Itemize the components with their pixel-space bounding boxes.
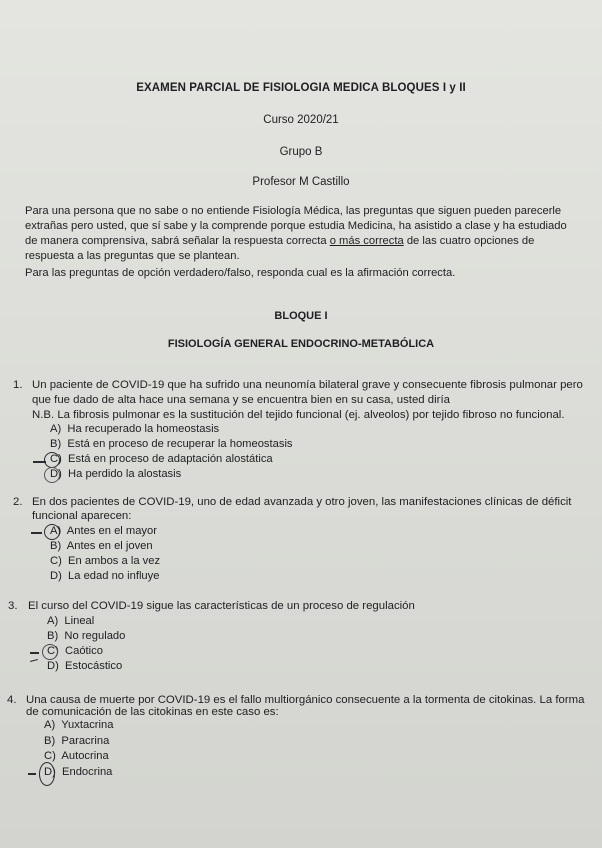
question-text: de comunicación de las citokinas en este caso es: — [26, 706, 279, 718]
option-letter: D) — [50, 468, 62, 480]
option-text: Endocrina — [62, 766, 113, 778]
answer-mark-dash — [30, 652, 39, 654]
option-text: Está en proceso de adaptación alostática — [68, 453, 273, 465]
answer-option[interactable] — [44, 735, 109, 747]
option-letter: D) — [50, 570, 62, 582]
answer-option[interactable] — [50, 540, 153, 552]
intro-line-3-start: de manera comprensiva, sabrá señalar la respuesta correcta — [25, 235, 327, 247]
answer-option[interactable] — [50, 468, 181, 480]
answer-mark-circle — [44, 467, 60, 483]
answer-option[interactable] — [44, 750, 109, 762]
intro-line-5: Para las preguntas de opción verdadero/falso, responda cual es la afirmación correcta. — [25, 267, 456, 279]
answer-option-selected[interactable] — [50, 525, 157, 537]
exam-title: EXAMEN PARCIAL DE FISIOLOGIA MEDICA BLOQUES I y II — [136, 82, 466, 94]
option-text: Estocástico — [65, 660, 123, 672]
answer-option[interactable] — [50, 423, 219, 435]
answer-mark-tick — [30, 659, 38, 662]
option-letter: A) — [50, 423, 62, 435]
question-text: que fue dado de alta hace una semana y se encuentra bien en su casa, usted diría — [32, 394, 450, 406]
block-heading: BLOQUE I — [274, 310, 328, 322]
question-number: 2. — [13, 496, 23, 508]
option-text: Autocrina — [61, 750, 109, 762]
question-text: El curso del COVID-19 sigue las características de un proceso de regulación — [28, 600, 415, 612]
block-subheading: FISIOLOGÍA GENERAL ENDOCRINO-METABÓLICA — [167, 338, 435, 350]
intro-line-4: respuesta a las preguntas que se plantean. — [25, 250, 240, 262]
question-note: N.B. La fibrosis pulmonar es la sustitución del tejido funcional (ej. alveolos) por tejido fibroso no funcional. — [32, 409, 565, 421]
answer-option[interactable] — [47, 630, 125, 642]
answer-mark-circle — [44, 452, 60, 468]
option-letter: B) — [50, 438, 62, 450]
option-letter: C) — [50, 555, 62, 567]
answer-mark-dash — [31, 532, 42, 534]
option-text: La edad no influye — [68, 570, 160, 582]
option-text: En ambos a la vez — [68, 555, 161, 567]
option-text: Antes en el mayor — [66, 525, 157, 537]
answer-option[interactable] — [50, 438, 293, 450]
option-letter: A) — [50, 525, 62, 537]
option-letter: C) — [44, 750, 56, 762]
option-letter: A) — [44, 719, 56, 731]
professor-name: Profesor M Castillo — [252, 176, 350, 188]
group-label: Grupo B — [279, 146, 323, 158]
answer-option[interactable] — [47, 615, 94, 627]
answer-mark-circle — [39, 762, 55, 786]
option-letter: B) — [47, 630, 59, 642]
answer-option[interactable] — [47, 660, 122, 672]
option-text: Ha recuperado la homeostasis — [67, 423, 220, 435]
intro-line-3 — [25, 234, 534, 249]
option-text: Paracrina — [61, 735, 110, 747]
answer-mark-dash — [28, 773, 36, 775]
option-text: Lineal — [64, 615, 95, 627]
course-year: Curso 2020/21 — [263, 114, 339, 126]
answer-option[interactable] — [50, 555, 160, 567]
option-letter: B) — [50, 540, 62, 552]
option-letter: C) — [50, 453, 62, 465]
option-text: Ha perdido la alostasis — [68, 468, 182, 480]
question-text: Una causa de muerte por COVID-19 es el fallo multiorgánico consecuente a la tormenta de citokinas. La forma — [26, 694, 585, 706]
question-text: funcional aparecen: — [32, 510, 132, 522]
question-number: 1. — [13, 379, 23, 391]
question-number: 3. — [8, 600, 18, 612]
option-text: Antes en el joven — [66, 540, 153, 552]
intro-line-2: extrañas pero usted, que sí sabe y la comprende porque estudia Medicina, ha asistido a clase y ha estudiado — [25, 220, 567, 232]
option-text: No regulado — [64, 630, 126, 642]
intro-line-1: Para una persona que no sabe o no entiende Fisiología Médica, las preguntas que siguen pueden parecerle — [25, 205, 562, 217]
answer-mark-circle — [42, 644, 58, 660]
option-letter: D) — [47, 660, 59, 672]
answer-option-selected[interactable] — [50, 453, 273, 465]
answer-mark-circle — [44, 524, 60, 540]
answer-option[interactable] — [44, 719, 113, 731]
option-letter: C) — [47, 645, 59, 657]
option-text: Yuxtacrina — [61, 719, 114, 731]
option-letter: B) — [44, 735, 56, 747]
question-number: 4. — [7, 694, 17, 706]
intro-emphasis: o más correcta — [329, 235, 404, 247]
question-text: En dos pacientes de COVID-19, uno de edad avanzada y otro joven, las manifestaciones clínicas de déficit — [32, 496, 572, 508]
intro-line-3-end: de las cuatro opciones de — [406, 235, 535, 247]
option-letter: D) — [44, 766, 56, 778]
option-text: Caótico — [65, 645, 103, 657]
option-text: Está en proceso de recuperar la homeostasis — [67, 438, 293, 450]
question-text: Un paciente de COVID-19 que ha sufrido una neunomía bilateral grave y consecuente fibrosis pulmonar pero — [32, 379, 583, 391]
option-letter: A) — [47, 615, 59, 627]
answer-option[interactable] — [50, 570, 159, 582]
